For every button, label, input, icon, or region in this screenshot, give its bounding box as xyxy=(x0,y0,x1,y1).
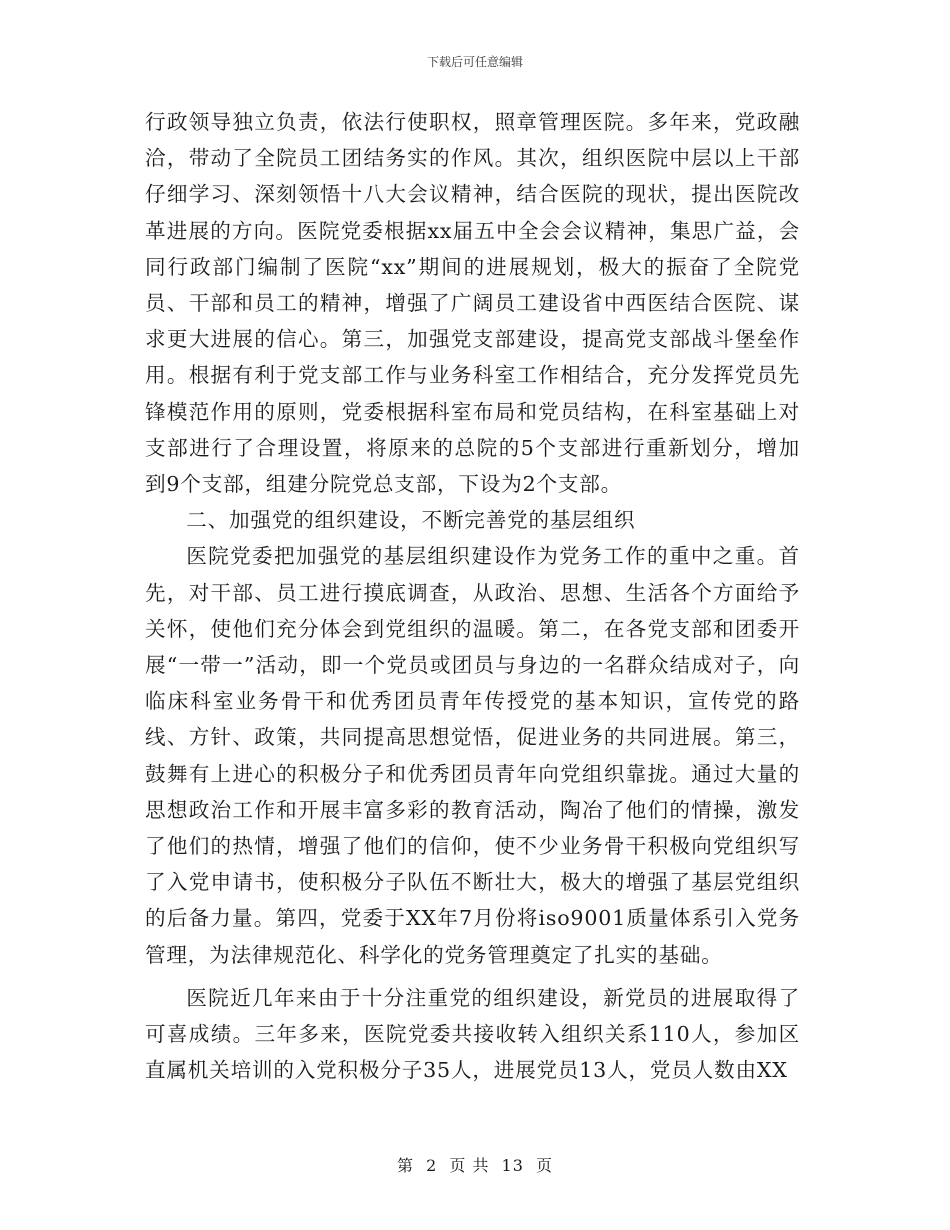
header-note: 下载后可任意编辑 xyxy=(426,55,523,69)
footer-page-number: 2 xyxy=(426,1156,438,1175)
document-body xyxy=(145,104,800,1088)
footer-middle: 页 共 xyxy=(449,1156,490,1175)
paragraph: 医院近几年来由于十分注重党的组织建设，新党员的进展取得了可喜成绩。三年多来，医院党委共接收转入组织关系110人，参加区直属机关培训的入党积极分子35人，进展党员13人，党员人数由XX xyxy=(145,985,800,1083)
paragraph-continued: 行政领导独立负责，依法行使职权，照章管理医院。多年来，党政融洽，带动了全院员工团结务实的作风。其次，组织医院中层以上干部仔细学习、深刻领悟十八大会议精神，结合医院的现状，提出医院改革进展的方向。医院党委根据xx届五中全会会议精神，集思广益，会同行政部门编制了医院“xx”期间的进展规划，极大的振奋了全院党员、干部和员工的精神，增强了广阔员工建设省中西医结合医院、谋求更大进展的信心。第三，加强党支部建设，提高党支部战斗堡垒作用。根据有利于党支部工作与业务科室工作相结合，充分发挥党员先锋模范作用的原则，党委根据科室布局和党员结构，在科室基础上对支部进行了合理设置，将原来的总院的5个支部进行重新划分，增加到9个支部，组建分院党总支部，下设为2个支部。 xyxy=(145,110,800,497)
section-heading: 二、加强党的组织建设，不断完善党的基层组织 xyxy=(186,508,636,533)
footer-total-pages: 13 xyxy=(501,1156,524,1175)
page-footer xyxy=(0,1153,950,1176)
footer-prefix: 第 xyxy=(396,1156,414,1175)
footer-suffix: 页 xyxy=(536,1156,554,1175)
paragraph: 医院党委把加强党的基层组织建设作为党务工作的重中之重。首先，对干部、员工进行摸底调查，从政治、思想、生活各个方面给予关怀，使他们充分体会到党组织的温暖。第二，在各党支部和团委开展“一带一”活动，即一个党员或团员与身边的一名群众结成对子，向临床科室业务骨干和优秀团员青年传授党的基本知识，宣传党的路线、方针、政策，共同提高思想觉悟，促进业务的共同进展。第三，鼓舞有上进心的积极分子和优秀团员青年向党组织靠拢。通过大量的思想政治工作和开展丰富多彩的教育活动，陶冶了他们的情操，激发了他们的热情，增强了他们的信仰，使不少业务骨干积极向党组织写了入党申请书，使积极分子队伍不断壮大，极大的增强了基层党组织的后备力量。第四，党委于XX年7月份将iso9001质量体系引入党务管理，为法律规范化、科学化的党务管理奠定了扎实的基础。 xyxy=(145,544,800,967)
